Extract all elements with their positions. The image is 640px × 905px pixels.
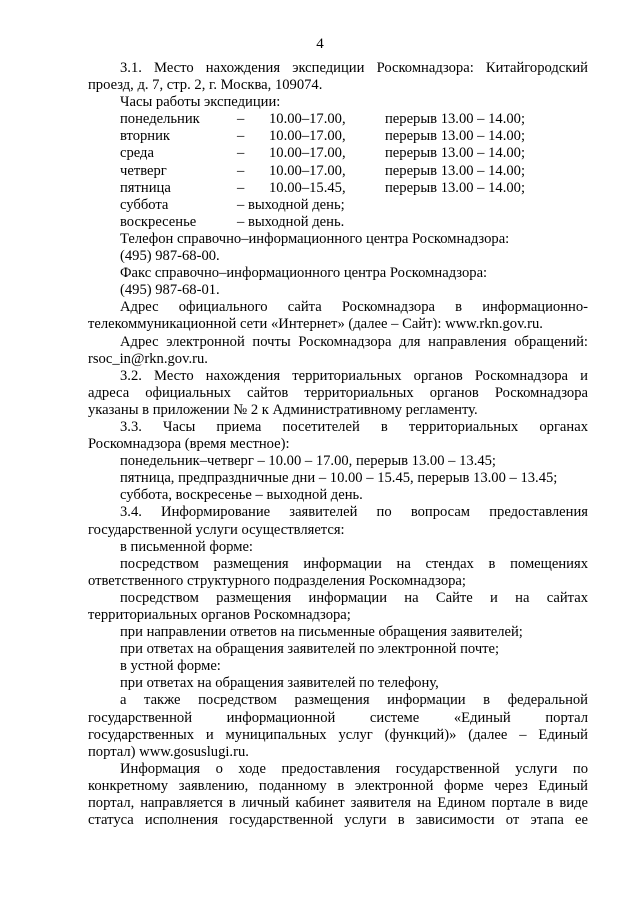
schedule-time: 10.00–17.00, [269,162,346,179]
closing-line: конкретному заявлению, поданному в электронной форме через Единый [88,777,588,794]
section-3-3-line: пятница, предпраздничные дни – 10.00 – 15.45, перерыв 13.00 – 13.45; [120,470,558,487]
schedule-day: пятница [120,179,171,196]
schedule-break: перерыв 13.00 – 14.00; [385,179,526,196]
schedule-dash: – [237,145,245,162]
schedule-row [120,111,588,128]
section-3-3-line: Роскомнадзора (время местное): [88,436,290,453]
weekend-row [120,214,588,231]
section-3-2-line: 3.2. Место нахождения территориальных органов Роскомнадзора и [120,367,588,384]
closing-line: портал, направляется в личный кабинет заявителя на Едином портале в виде [88,795,588,812]
weekend-day: воскресенье [120,213,197,230]
document-body [88,60,588,829]
email-address-line: Адрес электронной почты Роскомнадзора для направления обращений: [120,333,588,350]
section-3-3-line: суббота, воскресенье – выходной день. [120,487,363,504]
closing-line: Информация о ходе предоставления государственной услуги по [120,760,588,777]
section-3-4-line: государственной информационной системе «Единый портал [88,709,588,726]
section-3-4-line: при ответах на обращения заявителей по телефону, [120,675,439,692]
section-3-1-line: 3.1. Место нахождения экспедиции Роскомнадзора: Китайгородский [120,60,588,76]
section-3-4-line: посредством размещения информации на стендах в помещениях [120,555,588,572]
schedule-break: перерыв 13.00 – 14.00; [385,128,526,145]
schedule-dash: – [237,111,245,128]
fax-number: (495) 987-68-01. [120,282,220,299]
schedule-time: 10.00–15.45, [269,179,346,196]
section-3-4-line: государственной услуги осуществляется: [88,521,345,538]
schedule-break: перерыв 13.00 – 14.00; [385,145,526,162]
section-3-1-line: проезд, д. 7, стр. 2, г. Москва, 109074. [88,77,323,94]
section-3-4-line: при направлении ответов на письменные обращения заявителей; [120,624,523,641]
section-3-4-line: 3.4. Информирование заявителей по вопросам предоставления [120,504,588,521]
weekend-text: – выходной день. [237,213,345,230]
schedule-time: 10.00–17.00, [269,145,346,162]
schedule-row [120,128,588,145]
schedule-break: перерыв 13.00 – 14.00; [385,162,526,179]
phone-label: Телефон справочно–информационного центра Роскомнадзора: [120,230,510,247]
section-3-4-line: в устной форме: [120,658,221,675]
section-3-2-line: указаны в приложении № 2 к Административному регламенту. [88,401,478,418]
site-address-line: телекоммуникационной сети «Интернет» (далее – Сайт): www.rkn.gov.ru. [88,316,543,333]
schedule-dash: – [237,128,245,145]
schedule-day: вторник [120,128,171,145]
schedule-dash: – [237,179,245,196]
schedule-break: перерыв 13.00 – 14.00; [385,111,526,128]
schedule-time: 10.00–17.00, [269,128,346,145]
hours-title: Часы работы экспедиции: [120,94,281,111]
section-3-4-line: при ответах на обращения заявителей по электронной почте; [120,641,500,658]
weekend-day: суббота [120,196,169,213]
section-3-4-line: территориальных органов Роскомнадзора; [88,607,351,623]
section-3-3-line: 3.3. Часы приема посетителей в территориальных органах [120,418,588,435]
hours-schedule [88,111,588,231]
email-address-line: rsoc_in@rkn.gov.ru. [88,350,208,367]
schedule-day: четверг [120,162,167,179]
section-3-2-line: адреса официальных сайтов территориальных органов Роскомнадзора [88,384,588,401]
section-3-4-line: в письменной форме: [120,538,253,555]
schedule-dash: – [237,162,245,179]
section-3-3-line: понедельник–четверг – 10.00 – 17.00, перерыв 13.00 – 13.45; [120,453,496,470]
schedule-day: понедельник [120,111,200,128]
section-3-4-line: государственных и муниципальных услуг (функций)» (далее – Единый [88,726,588,743]
page-number: 4 [316,36,324,52]
section-3-4-line: ответственного структурного подразделения Роскомнадзора; [88,572,466,589]
schedule-row [120,163,588,180]
schedule-row [120,180,588,197]
phone-number: (495) 987-68-00. [120,248,220,265]
section-3-4-line: а также посредством размещения информации в федеральной [120,692,588,709]
weekend-text: – выходной день; [237,196,345,213]
schedule-row [120,145,588,162]
schedule-day: среда [120,145,154,162]
fax-label: Факс справочно–информационного центра Роскомнадзора: [120,265,488,282]
schedule-time: 10.00–17.00, [269,111,346,128]
section-3-4-line: портал) www.gosuslugi.ru. [88,743,249,760]
site-address-line: Адрес официального сайта Роскомнадзора в информационно- [120,299,588,316]
section-3-4-line: посредством размещения информации на Сайте и на сайтах [120,589,588,606]
weekend-row [120,197,588,214]
closing-line: статуса исполнения государственной услуги в зависимости от этапа ее [88,812,588,829]
